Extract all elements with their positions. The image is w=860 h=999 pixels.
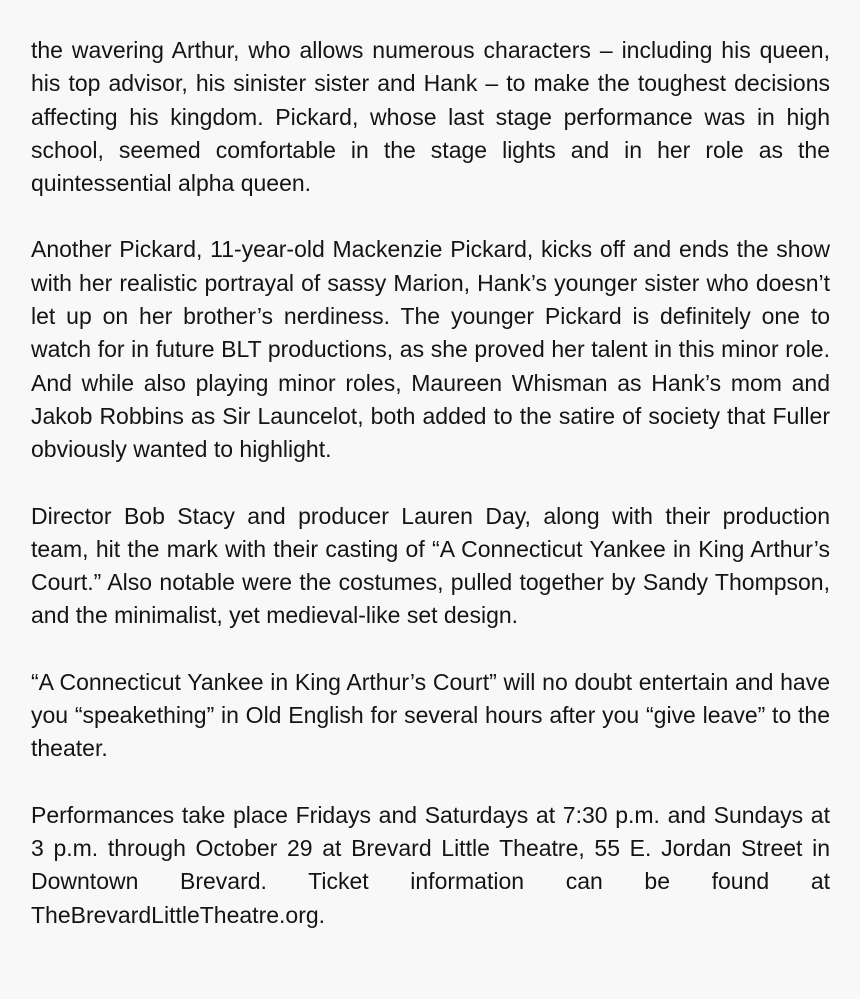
paragraph-mackenzie-pickard: Another Pickard, 11-year-old Mackenzie Pickard, kicks off and ends the show with her realistic portrayal of sassy Marion, Hank’s younger sister who doesn’t let up on her brother’s nerdiness. The younger Pickard is definitely one to watch for in future BLT productions, as she proved her talent in this minor role. And while also playing minor roles, Maureen Whisman as Hank’s mom and Jakob Robbins as Sir Launcelot, both added to the satire of society that Fuller obviously wanted to highlight. [31,236,830,463]
paragraph-performances: Performances take place Fridays and Saturdays at 7:30 p.m. and Sundays at 3 p.m. through October 29 at Brevard Little Theatre, 55 E. Jordan Street in Downtown Brevard. Ticket information can be found at TheBrevardLittleTheatre.org. [31,801,830,928]
paragraph-arthur: the wavering Arthur, who allows numerous characters – including his queen, his top advisor, his sinister sister and Hank – to make the toughest decisions affecting his kingdom. Pickard, whose last stage performance was in high school, seemed comfortable in the stage lights and in her role as the quintessential alpha queen. [31,37,830,197]
paragraph-director-producer: Director Bob Stacy and producer Lauren Day, along with their production team, hit the mark with their casting of “A Connecticut Yankee in King Arthur’s Court.” Also notable were the costumes, pulled together by Sandy Thompson, and the minimalist, yet medieval-like set design. [31,502,830,629]
paragraph-entertain: “A Connecticut Yankee in King Arthur’s Court” will no doubt entertain and have you “speakething” in Old English for several hours after you “give leave” to the theater. [31,668,830,762]
